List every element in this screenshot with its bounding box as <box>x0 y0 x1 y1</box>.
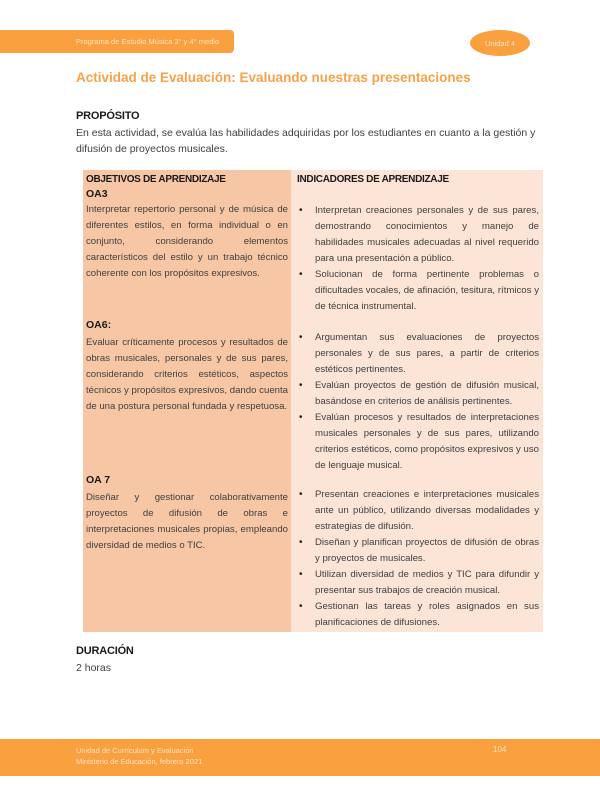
duration-text: 2 horas <box>76 662 112 674</box>
indicator-item: • Evalúan procesos y resultados de interpretaciones musicales personales y de sus pares, utilizando criterios estéticos, como propósitos expresivos y uso de lenguaje musical. <box>297 410 539 474</box>
indicator-item: • Evalúan proyectos de gestión de difusión musical, basándose en criterios de análisis pertinentes. <box>297 378 539 410</box>
objective-oa6 <box>86 318 288 415</box>
objectives-column <box>83 170 291 632</box>
indicator-item: • Presentan creaciones e interpretaciones musicales ante un público, utilizando diversas modalidades y estrategias de difusión. <box>297 487 539 535</box>
unit-badge <box>470 30 530 56</box>
unit-label: Unidad 4 <box>484 38 516 48</box>
objective-oa3 <box>86 187 288 282</box>
indicator-item: • Gestionan las tareas y roles asignados en sus planificaciones de difusiones. <box>297 599 539 631</box>
footer-unit: Unidad de Currículum y Evaluación <box>76 746 194 755</box>
header-program-bar <box>0 30 234 53</box>
indicators-oa6 <box>297 330 539 474</box>
indicator-item: • Argumentan sus evaluaciones de proyectos personales y de sus pares, a partir de criterios estéticos pertinentes. <box>297 330 539 378</box>
indicator-item: • Diseñan y planifican proyectos de difusión de obras y proyectos de musicales. <box>297 535 539 567</box>
activity-title: Actividad de Evaluación: Evaluando nuestras presentaciones <box>76 70 471 85</box>
objectives-header: OBJETIVOS DE APRENDIZAJE <box>86 174 226 185</box>
oa-text: Diseñar y gestionar colaborativamente proyectos de difusión de obras e interpretaciones musicales propias, empleando diversidad de medios o TIC. <box>86 492 288 551</box>
footer-bar <box>0 739 600 776</box>
indicators-header: INDICADORES DE APRENDIZAJE <box>297 174 449 185</box>
oa-text: Interpretar repertorio personal y de música de diferentes estilos, en forma individual o en conjunto, considerando elementos característicos del estilo y un trabajo técnico coherente con los propósitos expresivos. <box>86 204 288 279</box>
objectives-table <box>83 170 543 632</box>
oa-text: Evaluar críticamente procesos y resultados de obras musicales, personales y de sus pares, considerando criterios estéticos, aspectos técnicos y propósitos expresivos, dando cuenta de una postura personal fundada y respetuosa. <box>86 337 288 412</box>
indicators-oa3 <box>297 203 539 315</box>
oa-code: OA6: <box>86 319 112 331</box>
page-number: 104 <box>493 745 507 754</box>
indicators-oa7 <box>297 487 539 631</box>
objective-oa7 <box>86 473 288 554</box>
indicator-item: • Solucionan de forma pertinente problemas o dificultades vocales, de afinación, tesitura, rítmicos y de técnica instrumental. <box>297 267 539 315</box>
oa-code: OA 7 <box>86 474 111 486</box>
duration-heading: DURACIÓN <box>76 645 134 657</box>
program-label: Programa de Estudio Música 3° y 4° medio <box>76 37 220 46</box>
purpose-heading: PROPÓSITO <box>76 110 140 122</box>
footer-ministry: Ministerio de Educación, febrero 2021 <box>76 757 203 766</box>
indicator-item: • Interpretan creaciones personales y de sus pares, demostrando conocimientos y manejo de habilidades musicales adecuadas al nivel requerido para una presentación a público. <box>297 203 539 267</box>
indicators-column <box>291 170 543 632</box>
purpose-text: En esta actividad, se evalúa las habilidades adquiridas por los estudiantes en cuanto a la gestión y difusión de proyectos musicales. <box>76 127 536 155</box>
indicator-item: • Utilizan diversidad de medios y TIC para difundir y presentar sus trabajos de creación musical. <box>297 567 539 599</box>
oa-code: OA3 <box>86 188 108 200</box>
